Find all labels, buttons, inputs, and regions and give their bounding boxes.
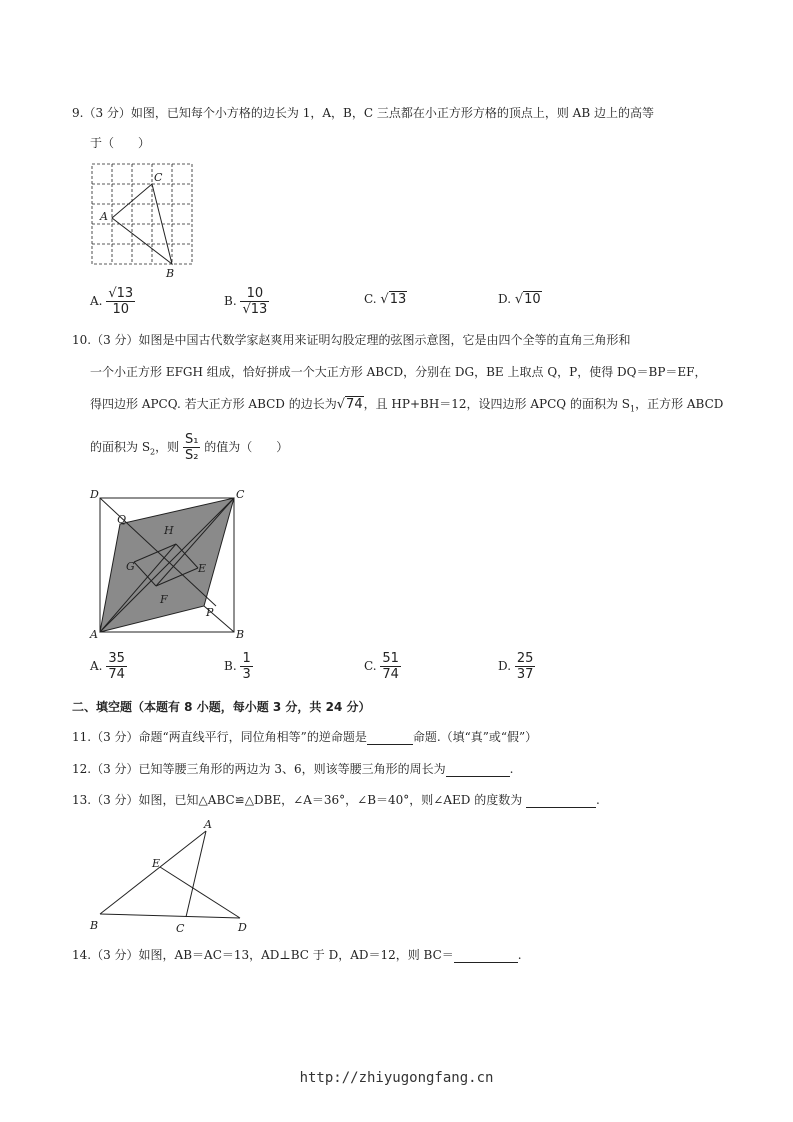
q9-label-c: C	[154, 171, 163, 184]
q9-option-a-prefix: A.	[90, 294, 103, 308]
q12-answer-blank[interactable]	[446, 764, 510, 777]
q9-option-c	[364, 292, 407, 307]
q14-answer-blank[interactable]	[454, 950, 518, 963]
q10-sqrt-val: 74	[346, 397, 363, 412]
q13-number: 13.	[72, 793, 92, 807]
q9-text-1: （3 分）如图，已知每个小方格的边长为 1，A，B，C 三点都在小正方形方格的顶点上，则 AB 边上的高等	[83, 106, 654, 120]
q9-option-a-num: √13	[108, 286, 134, 301]
q10-label-d: D	[90, 488, 99, 501]
q10-option-a-prefix: A.	[90, 659, 103, 673]
q10-option-d-frac	[515, 651, 536, 682]
q10-option-c	[364, 651, 401, 682]
q13-text-a: （3 分）如图，已知△ABC≌△DBE，∠A＝36°，∠B＝40°，则∠AED 的度数为	[91, 793, 523, 807]
q9-option-d-val: 10	[524, 292, 541, 307]
q10-label-p: P	[206, 606, 214, 619]
q11-text-a: （3 分）命题“两直线平行，同位角相等”的逆命题是	[91, 730, 367, 744]
q10-label-e: E	[198, 562, 207, 575]
q9-option-a-frac	[106, 286, 135, 317]
q9-option-c-prefix: C.	[364, 292, 377, 306]
q10-label-f: F	[160, 593, 168, 606]
q9-option-a	[90, 286, 135, 317]
q10-sub-2: 2	[150, 447, 156, 457]
q10-option-a	[90, 651, 127, 682]
q10-label-g: G	[126, 560, 135, 573]
q10-line3	[90, 396, 723, 417]
q14-number: 14.	[72, 948, 92, 962]
q10-number: 10.	[72, 333, 92, 347]
q10-option-d-num: 25	[516, 651, 534, 666]
q10-option-b-den: 3	[242, 667, 251, 682]
q9-option-d-sqrt: √10	[514, 292, 541, 307]
q9-number: 9.	[72, 106, 84, 120]
footer-url[interactable]: http://zhiyugongfang.cn	[299, 1070, 494, 1086]
q10-option-a-den: 74	[108, 667, 125, 682]
q14-line	[72, 947, 522, 963]
q9-option-b	[224, 286, 269, 317]
q9-option-d-prefix: D.	[498, 292, 512, 306]
q13-label-d: D	[238, 921, 247, 934]
q10-label-q: Q	[117, 513, 127, 526]
q10-text-4a: 的面积为 S	[90, 440, 151, 454]
q10-text-3c: ，正方形 ABCD	[635, 397, 724, 411]
q9-option-b-den: √13	[242, 302, 268, 317]
q10-option-c-frac	[380, 651, 401, 682]
q10-option-d	[498, 651, 535, 682]
q10-option-c-prefix: C.	[364, 659, 377, 673]
q9-option-b-frac	[240, 286, 269, 317]
q9-option-b-num: 10	[240, 286, 269, 302]
q10-ratio-frac	[183, 432, 200, 463]
q9-option-b-prefix: B.	[224, 294, 237, 308]
q10-text-4b: ，则	[155, 440, 180, 454]
q9-line2: 于（ ）	[90, 136, 151, 150]
q10-text-3a: 得四边形 APCQ. 若大正方形 ABCD 的边长为	[90, 397, 337, 411]
q10-label-h: H	[164, 524, 174, 537]
q9-label-a: A	[100, 210, 108, 223]
q9-option-d	[498, 292, 542, 307]
q9-label-b: B	[166, 267, 175, 280]
q10-option-d-den: 37	[516, 667, 534, 682]
q10-label-a: A	[90, 628, 98, 641]
q14-text-b: .	[517, 948, 522, 962]
q10-line1	[72, 332, 631, 348]
q10-ratio-den: S₂	[184, 448, 199, 463]
q13-figure	[86, 815, 256, 937]
q9-option-c-sqrt: √13	[380, 292, 407, 307]
q10-option-b-frac	[240, 651, 252, 682]
q12-number: 12.	[72, 762, 92, 776]
q13-answer-blank[interactable]	[526, 795, 596, 808]
section-2-heading: 二、填空题（本题有 8 小题，每小题 3 分，共 24 分）	[72, 700, 371, 714]
q10-option-a-num: 35	[108, 651, 125, 666]
q10-label-b: B	[236, 628, 245, 641]
q13-label-a: A	[204, 818, 212, 831]
q10-sub-1: 1	[629, 404, 636, 414]
q10-option-c-num: 51	[382, 651, 399, 666]
q12-text-a: （3 分）已知等腰三角形的两边为 3、6，则该等腰三角形的周长为	[91, 762, 446, 776]
q10-sqrt: √74	[336, 397, 363, 412]
q10-line4	[90, 432, 288, 467]
q10-text-4c: 的值为（ ）	[204, 440, 289, 454]
q9-grid-figure	[82, 160, 202, 280]
q10-option-c-den: 74	[382, 667, 399, 682]
q13-label-b: B	[90, 919, 99, 932]
q10-text-1: （3 分）如图是中国古代数学家赵爽用来证明勾股定理的弦图示意图，它是由四个全等的直角三角形和	[91, 333, 631, 347]
q11-text-b: 命题.（填“真”或“假”）	[412, 730, 538, 744]
q9-option-c-val: 13	[389, 292, 407, 307]
q13-line	[72, 792, 600, 808]
q10-figure	[86, 486, 256, 644]
q13-label-e: E	[152, 857, 161, 870]
q10-option-b-prefix: B.	[224, 659, 237, 673]
q10-ratio-num: S₁	[184, 432, 199, 447]
q13-text-b: .	[596, 793, 600, 807]
q13-label-c: C	[176, 922, 185, 935]
q11-number: 11.	[72, 730, 92, 744]
q12-text-b: .	[509, 762, 514, 776]
q10-line2: 一个小正方形 EFGH 组成，恰好拼成一个大正方形 ABCD，分别在 DG，BE 上取点 Q，P，使得 DQ＝BP＝EF，	[90, 365, 707, 379]
q11-line	[72, 729, 537, 745]
q12-line	[72, 761, 513, 777]
q9-line1	[72, 105, 654, 121]
q10-option-a-frac	[106, 651, 127, 682]
q10-option-b	[224, 651, 253, 682]
q10-text-3b: ，且 HP+BH＝12，设四边形 APCQ 的面积为 S	[363, 397, 630, 411]
q10-label-c: C	[236, 488, 245, 501]
q10-option-b-num: 1	[242, 651, 251, 666]
q14-text-a: （3 分）如图，AB＝AC＝13，AD⊥BC 于 D，AD＝12，则 BC＝	[91, 948, 454, 962]
q10-option-d-prefix: D.	[498, 659, 512, 673]
q11-answer-blank[interactable]	[367, 732, 413, 745]
q9-option-a-den: 10	[112, 302, 129, 317]
